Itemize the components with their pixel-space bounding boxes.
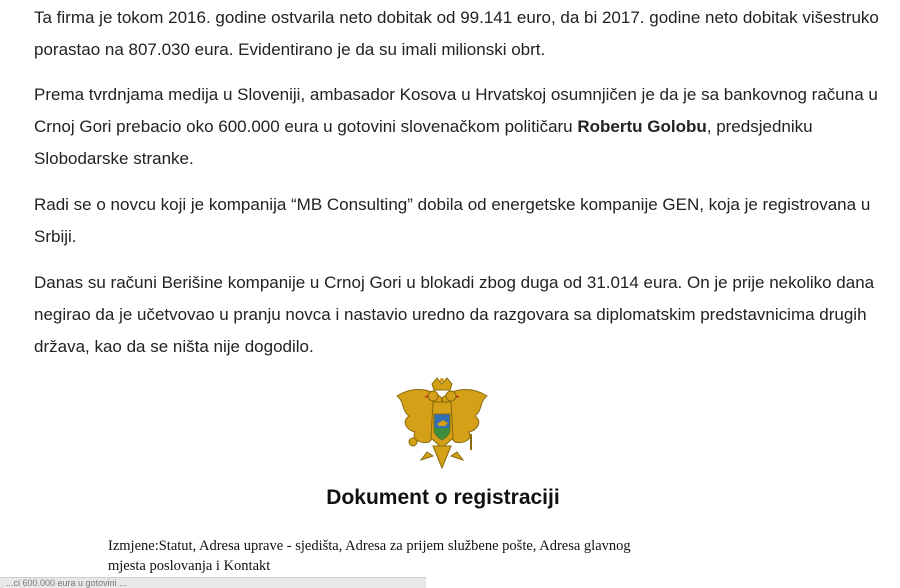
article-paragraph-3: Radi se o novcu koji je kompanija “MB Consulting” dobila od energetske kompanije GEN, koja je registrovana u Srbiji. <box>34 195 871 246</box>
article-paragraph-4: Danas su računi Berišine kompanije u Crnoj Gori u blokadi zbog duga od 31.014 eura. On je prije nekoliko dana negirao da je učetvovao u pranju novca i nastavio uredno da razgovara sa diplomatskim predstavnicima drugih država, kao da se ništa nije dogodilo. <box>34 273 875 356</box>
paragraph-2-text-start: Prema tvrdnjama medija u Sloveniji, ambasador Kosova u Hrvatskoj osumnjičen je da je sa bankovnog računa u Crnoj Gori prebacio oko 600.000 eura u gotovini slovenačkom političaru <box>34 85 878 136</box>
document-scan-image <box>98 372 788 587</box>
bold-name-robert-golob: Robertu Golobu <box>577 117 707 136</box>
document-title: Dokument o registraciji <box>326 486 560 509</box>
paragraph-2-text-end: , predsjedniku Slobodarske stranke. <box>34 117 813 168</box>
document-line-1: Izmjene:Statut, Adresa uprave - sjedišta, Adresa za prijem službene pošte, Adresa glavnog <box>108 538 631 554</box>
document-bottom-strip: ...ci 600.000 eura u gotovini ... <box>0 577 426 588</box>
montenegro-coat-of-arms-icon <box>387 376 497 476</box>
article-paragraph-2 <box>34 79 884 175</box>
document-line-2: mjesta poslovanja i Kontakt <box>108 558 271 574</box>
article-paragraph-1: Ta firma je tokom 2016. godine ostvarila neto dobitak od 99.141 euro, da bi 2017. godine neto dobitak višestruko porastao na 807.030 eura. Evidentirano je da su imali milionski obrt. <box>34 8 879 59</box>
